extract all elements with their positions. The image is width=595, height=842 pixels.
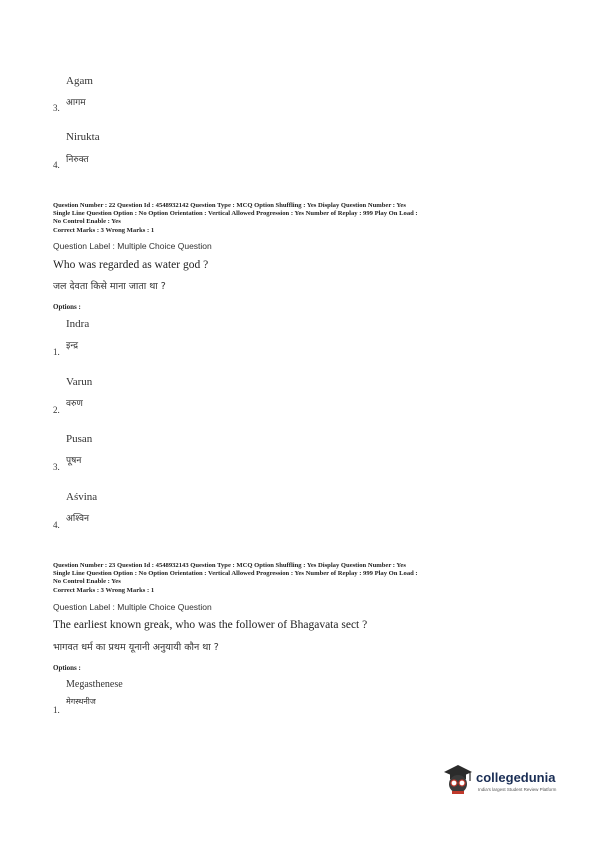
- meta-line: Question Number : 23 Question Id : 4548932143 Question Type : MCQ Option Shuffling : Yes Display Question Number : Yes: [53, 562, 406, 569]
- meta-line: No Control Enable : Yes: [53, 578, 121, 586]
- question-text-en: The earliest known greak, who was the follower of Bhagavata sect ?: [53, 619, 368, 631]
- question-text-hi: जल देवता किसे माना जाता था ?: [53, 281, 166, 292]
- question-text-en: Who was regarded as water god ?: [53, 259, 209, 271]
- brand-name: collegedunia: [476, 770, 556, 785]
- option-text-hi: मेगस्थनीज: [66, 697, 96, 706]
- brand-tagline: India's largest Student Review Platform: [478, 787, 557, 792]
- option-text-hi: निरुक्त: [66, 155, 89, 165]
- option-text-en: Megasthenese: [66, 679, 123, 690]
- question-label: Question Label : Multiple Choice Question: [53, 241, 212, 251]
- option-number: 4.: [53, 160, 60, 170]
- marks-line: Correct Marks : 3 Wrong Marks : 1: [53, 226, 155, 234]
- question-meta: [53, 202, 418, 235]
- options-label: Options :: [53, 303, 81, 311]
- question-label: Question Label : Multiple Choice Question: [53, 602, 212, 612]
- option-number: 4.: [53, 520, 60, 530]
- question-meta: [53, 562, 418, 595]
- option-text-hi: आगम: [66, 98, 86, 108]
- options-label: Options :: [53, 664, 81, 672]
- option-number: 3.: [53, 462, 60, 472]
- option-text-en: Indra: [66, 318, 90, 330]
- marks-line: Correct Marks : 3 Wrong Marks : 1: [53, 586, 155, 594]
- meta-line: Single Line Question Option : No Option Orientation : Vertical Allowed Progression : Yes Number of Replay : 999 Play On Load :: [53, 210, 418, 218]
- meta-line: No Control Enable : Yes: [53, 218, 121, 226]
- option-text-en: Varun: [66, 376, 93, 388]
- question-text-hi: भागवत धर्म का प्रथम यूनानी अनुयायी कौन था ?: [53, 642, 219, 653]
- option-text-en: Nirukta: [66, 131, 100, 143]
- option-text-hi: अश्विन: [66, 514, 90, 524]
- meta-line: Question Number : 22 Question Id : 4548932142 Question Type : MCQ Option Shuffling : Yes Display Question Number : Yes: [53, 202, 406, 209]
- option-text-hi: वरुण: [66, 399, 83, 409]
- collegedunia-logo: [440, 762, 575, 802]
- meta-line: Single Line Question Option : No Option Orientation : Vertical Allowed Progression : Yes Number of Replay : 999 Play On Load :: [53, 570, 418, 578]
- option-text-en: Agam: [66, 75, 93, 87]
- option-text-en: Aśvina: [66, 491, 98, 503]
- option-text-en: Pusan: [66, 433, 93, 445]
- option-number: 3.: [53, 103, 60, 113]
- option-text-hi: इन्द्र: [66, 341, 78, 351]
- option-number: 1.: [53, 705, 60, 715]
- option-number: 2.: [53, 405, 60, 415]
- graduate-mascot-icon: [440, 762, 474, 798]
- option-number: 1.: [53, 347, 60, 357]
- option-text-hi: पूषन: [66, 456, 82, 466]
